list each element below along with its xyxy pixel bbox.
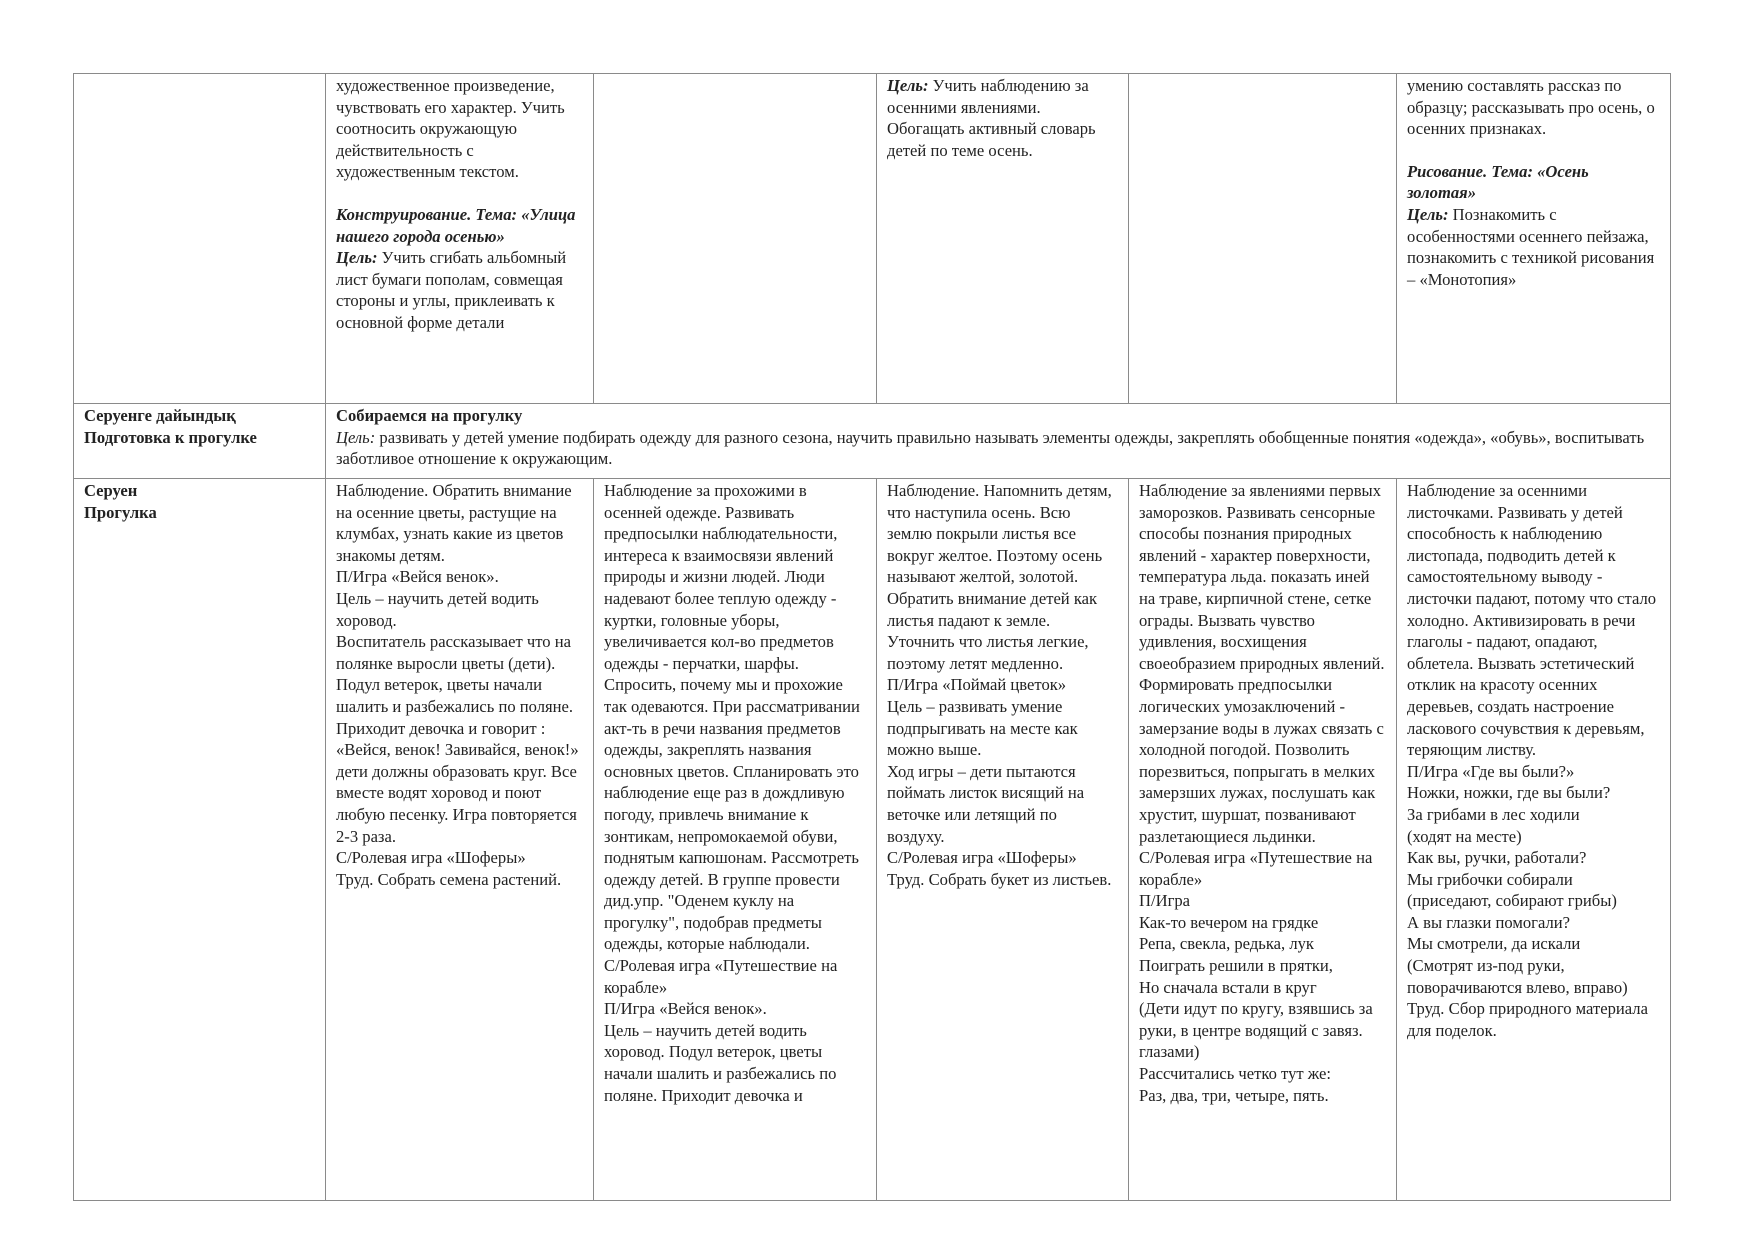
walk-text: Труд. Собрать букет из листьев. bbox=[887, 869, 1112, 889]
walk-cell-day1 bbox=[326, 479, 594, 1201]
walk-text: Но сначала встали в круг bbox=[1139, 977, 1317, 997]
table-row bbox=[74, 479, 1671, 1201]
walk-text: С/Ролевая игра «Шоферы» bbox=[887, 848, 1077, 868]
walk-text: П/Игра «Вейся венок». bbox=[336, 567, 499, 587]
row-label-ru: Подготовка к прогулке bbox=[84, 427, 257, 447]
activity-goal bbox=[1407, 204, 1660, 290]
goal-text: Учить наблюдению за осенними явлениями. Обогащать активный словарь детей по теме осень. bbox=[887, 76, 1096, 160]
activity-cell bbox=[877, 74, 1129, 404]
walk-cell-day2 bbox=[594, 479, 877, 1201]
activity-text: умению составлять рассказ по образцу; рассказывать про осень, о осенних признаках. bbox=[1407, 76, 1655, 139]
walk-text: Наблюдение за осенними листочками. Развивать у детей способность к наблюдению листопада, подводить детей к самостоятельному выводу - листочки падают, потому что стало холодно. Активизировать в речи глаголы - падают, опадают, облетела. Вызвать эстетический отклик на красоту осенних деревьев, создать настроение ласкового сочувствия к деревьям, теряющим листву. bbox=[1407, 481, 1657, 760]
walk-text: Труд. Собрать семена растений. bbox=[336, 869, 562, 889]
activity-goal bbox=[887, 75, 1118, 161]
row-label-kz: Серуенге дайындық bbox=[84, 406, 236, 425]
walk-text: Репа, свекла, редька, лук bbox=[1139, 934, 1314, 954]
row-label-kz: Серуен bbox=[84, 481, 138, 500]
walk-text: Ножки, ножки, где вы были? bbox=[1407, 783, 1611, 803]
activity-text: художественное произведение, чувствовать его характер. Учить соотносить окружающую действительность с художественным текстом. bbox=[336, 76, 565, 182]
activity-goal bbox=[336, 247, 583, 333]
goal-text: развивать у детей умение подбирать одежду для разного сезона, научить правильно называть элементы одежды, закреплять обобщенные понятия «одежда», «обувь», воспитывать заботливое отношение к окружающим. bbox=[336, 427, 1645, 469]
activity-cell bbox=[1397, 74, 1671, 404]
walk-text: Наблюдение за прохожими в осенней одежде. Развивать предпосылки наблюдательности, интереса к взаимосвязи явлений природы и жизни людей. Люди надевают более теплую одежду - куртки, головные уборы, увеличивается кол-во предметов одежды - перчатки, шарфы. Спросить, почему мы и прохожие так одеваются. При рассматривании акт-ть в речи названия предметов одежды, закреплять названия основных цветов. Спланировать это наблюдение еще раз в дождливую погоду, привлечь внимание к зонтикам, непромокаемой обуви, поднятым капюшонам. Рассмотреть одежду детей. В группе провести дид.упр. "Оденем куклу на прогулку", подобрав предметы одежды, которые наблюдали. bbox=[604, 481, 860, 954]
walk-text: Цель – развивать умение подпрыгивать на месте как можно выше. bbox=[887, 696, 1078, 760]
goal-text: Познакомить с особенностями осеннего пейзажа, познакомить с техникой рисования – «Монотопия» bbox=[1407, 204, 1655, 289]
walk-text: П/Игра «Вейся венок». bbox=[604, 999, 767, 1019]
walk-text: Наблюдение. Напомнить детям, что наступила осень. Всю землю покрыли листья все вокруг желтое. Поэтому осень называют желтой, золотой. Обратить внимание детей как листья падают к земле. Уточнить что листья легкие, поэтому летят медленно. bbox=[887, 481, 1112, 673]
activity-cell-empty bbox=[594, 74, 877, 404]
row-label-cell bbox=[74, 479, 326, 1201]
goal-label: Цель: bbox=[1407, 204, 1449, 224]
row-label-cell bbox=[74, 404, 326, 479]
goal-label: Цель: bbox=[336, 427, 376, 447]
walk-text: С/Ролевая игра «Путешествие на корабле» bbox=[604, 956, 838, 997]
row-label-cell-empty bbox=[74, 74, 326, 404]
walk-text: А вы глазки помогали? bbox=[1407, 912, 1571, 932]
walk-text: (Дети идут по кругу, взявшись за руки, в центре водящий с завяз. глазами) bbox=[1139, 999, 1373, 1062]
walk-text: Мы грибочки собирали bbox=[1407, 869, 1573, 889]
walk-text: Наблюдение за явлениями первых заморозков. Развивать сенсорные способы познания природных явлений - характер поверхности, температура льда. показать иней на траве, кирпичной стене, сетке ограды. Вызвать чувство удивления, восхищения своеобразием природных явлений. Формировать предпосылки логических умозаключений - замерзание воды в лужах связать с холодной погодой. Позволить порезвиться, попрыгать в мелких замерзших лужах, послушать как хрустит, шуршат, позванивают разлетающиеся льдинки. bbox=[1139, 481, 1385, 846]
table-row bbox=[74, 404, 1671, 479]
activity-cell-empty bbox=[1129, 74, 1397, 404]
walk-text: (приседают, собирают грибы) bbox=[1407, 891, 1617, 911]
walk-text: За грибами в лес ходили bbox=[1407, 804, 1580, 824]
walk-text: Ход игры – дети пытаются поймать листок висящий на веточке или летящий по воздуху. bbox=[887, 761, 1085, 846]
table-row bbox=[74, 74, 1671, 404]
prep-cell bbox=[326, 404, 1671, 479]
walk-text: Наблюдение. Обратить внимание на осенние цветы, растущие на клумбах, узнать какие из цветов знакомы детям. bbox=[336, 481, 572, 565]
row-label-ru: Прогулка bbox=[84, 502, 157, 522]
walk-cell-day3 bbox=[877, 479, 1129, 1201]
activity-title: Конструирование. Тема: «Улица нашего города осенью» bbox=[336, 204, 576, 246]
walk-text: Воспитатель рассказывает что на полянке выросли цветы (дети). Подул ветерок, цветы начали шалить и разбежались по поляне. Приходит девочка и говорит : «Вейся, венок! Завивайся, венок!» дети должны образовать круг. Все вместе водят хоровод и поют любую песенку. Игра повторяется 2-3 раза. bbox=[336, 632, 579, 846]
walk-text: Рассчитались четко тут же: bbox=[1139, 1064, 1332, 1084]
walk-text: Цель – научить детей водить хоровод. bbox=[336, 588, 539, 630]
walk-text: Труд. Сбор природного материала для поделок. bbox=[1407, 999, 1648, 1040]
weekly-plan-table bbox=[73, 73, 1671, 1201]
goal-label: Цель: bbox=[887, 76, 929, 95]
activity-cell bbox=[326, 74, 594, 404]
prep-heading: Собираемся на прогулку bbox=[336, 406, 523, 425]
walk-text: С/Ролевая игра «Шоферы» bbox=[336, 848, 526, 868]
walk-text: (ходят на месте) bbox=[1407, 826, 1522, 846]
walk-text: П/Игра bbox=[1139, 891, 1191, 911]
prep-goal bbox=[336, 427, 1660, 470]
goal-text: Учить сгибать альбомный лист бумаги пополам, совмещая стороны и углы, приклеивать к основной форме детали bbox=[336, 248, 567, 332]
walk-text: Как вы, ручки, работали? bbox=[1407, 848, 1587, 868]
walk-text: П/Игра «Поймай цветок» bbox=[887, 675, 1067, 695]
walk-text: Как-то вечером на грядке bbox=[1139, 912, 1319, 932]
activity-title: Рисование. Тема: «Осень золотая» bbox=[1407, 161, 1589, 203]
walk-text: Цель – научить детей водить хоровод. Подул ветерок, цветы начали шалить и разбежались по поляне. Приходит девочка и bbox=[604, 1020, 837, 1105]
walk-text: Поиграть решили в прятки, bbox=[1139, 956, 1333, 976]
walk-cell-day4 bbox=[1129, 479, 1397, 1201]
walk-text: П/Игра «Где вы были?» bbox=[1407, 761, 1575, 781]
goal-label: Цель: bbox=[336, 248, 378, 268]
walk-text: Раз, два, три, четыре, пять. bbox=[1139, 1085, 1329, 1105]
walk-text: С/Ролевая игра «Путешествие на корабле» bbox=[1139, 848, 1373, 889]
walk-text: (Смотрят из-под руки, поворачиваются влево, вправо) bbox=[1407, 956, 1628, 997]
walk-cell-day5 bbox=[1397, 479, 1671, 1201]
walk-text: Мы смотрели, да искали bbox=[1407, 934, 1581, 954]
